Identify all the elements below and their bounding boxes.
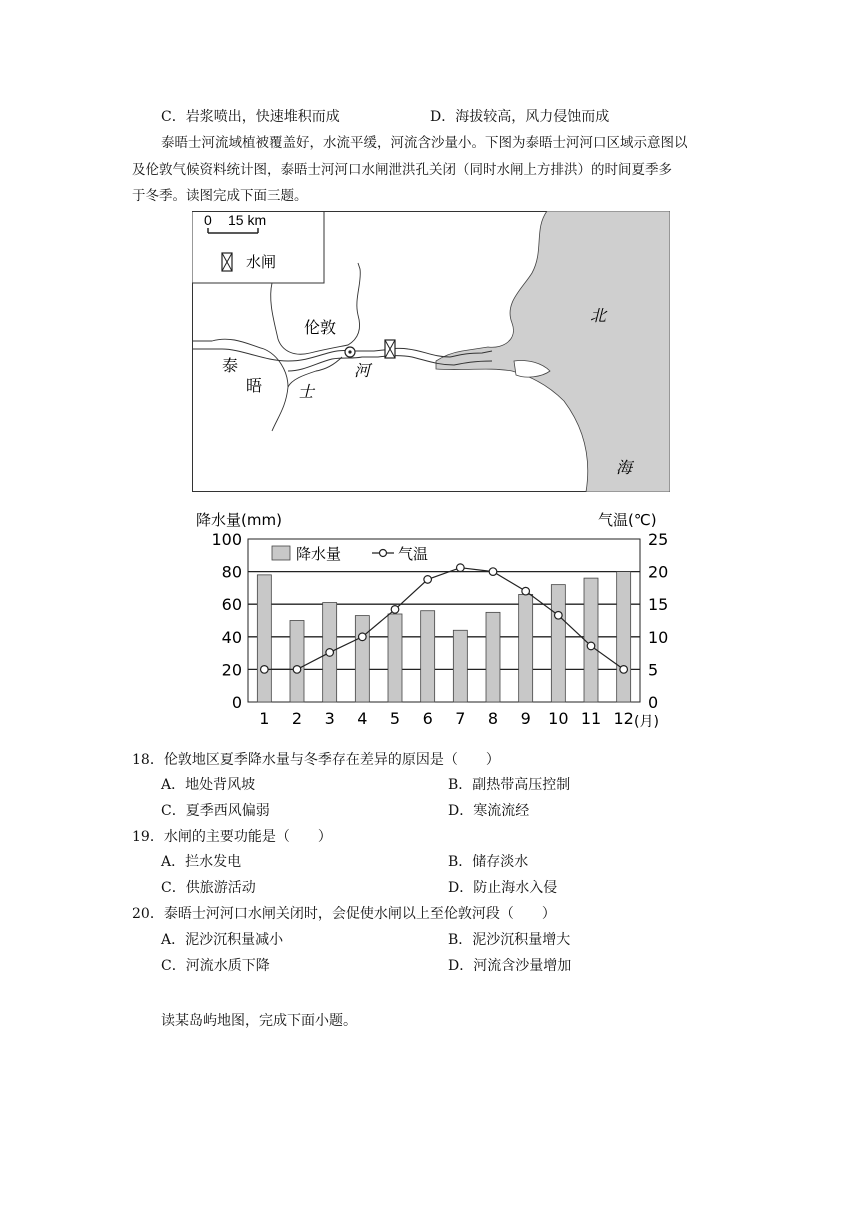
precip-bar	[290, 621, 304, 703]
y-tick-label: 80	[221, 562, 242, 582]
question-18-option-c: C．夏季西风偏弱	[161, 803, 270, 819]
y-tick-label: 40	[221, 627, 242, 647]
sluice-gate-legend-icon	[222, 253, 232, 271]
question-20-option-b: B．泥沙沉积量增大	[448, 932, 571, 948]
sea-char-1: 北	[590, 306, 607, 325]
chart-legend	[272, 545, 428, 563]
y-tick-label: 20	[221, 660, 242, 680]
y2-tick-label: 0	[648, 693, 659, 712]
legend-temp-label: 气温	[398, 545, 429, 563]
x-tick-label: 10	[548, 709, 569, 728]
question-18-option-a: A．地处背风坡	[161, 777, 256, 793]
y-tick-label: 100	[211, 530, 242, 549]
precip-bar	[388, 614, 402, 702]
question-19-option-c: C．供旅游活动	[161, 880, 256, 896]
temperature-point	[489, 568, 497, 576]
london-marker-icon	[345, 347, 355, 357]
intro-line-1: 泰晤士河流域植被覆盖好，水流平缓，河流含沙量小。下图为泰晤士河河口区域示意图以	[161, 135, 688, 151]
x-tick-label: 5	[389, 709, 401, 728]
temperature-point	[326, 649, 334, 657]
legend-bar-swatch	[272, 546, 290, 560]
precip-bar	[584, 578, 598, 702]
question-19-option-a: A．拦水发电	[161, 854, 242, 870]
y2-axis-label: 气温(℃)	[598, 511, 657, 529]
question-19-option-d: D．防止海水入侵	[448, 880, 558, 896]
temperature-point	[522, 587, 530, 595]
precip-bar	[617, 572, 631, 702]
question-19-stem: 19．水闸的主要功能是（ ）	[132, 829, 332, 845]
river-char-1: 泰	[222, 356, 239, 375]
x-tick-label: 9	[520, 709, 531, 728]
temperature-point	[555, 611, 563, 619]
y2-tick-label: 20	[648, 562, 669, 582]
question-20-option-c: C．河流水质下降	[161, 958, 270, 974]
temperature-point	[359, 633, 367, 641]
y2-tick-label: 25	[648, 530, 669, 549]
temperature-point	[261, 666, 269, 674]
x-tick-label: 6	[422, 709, 433, 728]
y2-tick-label: 15	[648, 595, 669, 615]
london-label: 伦敦	[304, 318, 337, 337]
y2-tick-label: 10	[648, 627, 669, 647]
river-char-3: 士	[298, 382, 315, 401]
temperature-point	[391, 606, 399, 614]
plot-frame	[248, 539, 640, 702]
thames-estuary-map	[192, 211, 670, 492]
y2-tick-label: 5	[648, 660, 659, 680]
precip-bar	[355, 616, 369, 702]
temperature-point	[587, 642, 595, 650]
temperature-point	[457, 564, 465, 572]
scale-distance-label: 15 km	[228, 212, 267, 228]
river-char-4: 河	[354, 361, 371, 380]
x-tick-label: 2	[291, 709, 303, 728]
intro-line-3: 于冬季。读图完成下面三题。	[132, 188, 308, 204]
y-tick-label: 60	[221, 595, 242, 615]
sea-char-2: 海	[616, 458, 633, 477]
x-unit-label: (月)	[634, 714, 659, 730]
legend-precip-label: 降水量	[296, 545, 342, 563]
x-tick-label: 7	[455, 709, 466, 728]
question-20-option-d: D．河流含沙量增加	[448, 958, 572, 974]
precip-bar	[421, 611, 435, 702]
intro-line-2: 及伦敦气候资料统计图，泰晤士河河口水闸泄洪孔关闭（同时水闸上方排洪）的时间夏季多	[132, 162, 672, 178]
question-20-stem: 20．泰晤士河河口水闸关闭时，会促使水闸以上至伦敦河段（ ）	[132, 906, 556, 922]
precip-bar	[519, 594, 533, 702]
prev-option-d: D．海拔较高，风力侵蚀而成	[430, 109, 610, 125]
precip-bar	[486, 612, 500, 702]
y-tick-label: 0	[231, 693, 242, 712]
precip-bar	[551, 585, 565, 702]
temperature-point	[293, 666, 301, 674]
x-tick-label: 4	[357, 709, 368, 728]
question-18-option-b: B．副热带高压控制	[448, 777, 571, 793]
question-18-option-d: D．寒流流经	[448, 803, 530, 819]
x-tick-label: 12	[613, 709, 634, 728]
question-19-option-b: B．储存淡水	[448, 854, 529, 870]
y-axis-label: 降水量(mm)	[196, 511, 282, 529]
x-tick-label: 8	[487, 709, 499, 728]
next-section-intro: 读某岛屿地图，完成下面小题。	[161, 1013, 357, 1029]
temperature-point	[424, 576, 432, 584]
temperature-point	[620, 666, 628, 674]
scale-zero-label: 0	[204, 212, 212, 228]
prev-option-c: C．岩浆喷出，快速堆积而成	[161, 109, 340, 125]
precip-bar	[257, 575, 271, 702]
question-18-stem: 18．伦敦地区夏季降水量与冬季存在差异的原因是（ ）	[132, 752, 500, 768]
legend-sluice-label: 水闸	[246, 253, 277, 271]
temperature-line	[264, 568, 623, 670]
question-20-option-a: A．泥沙沉积量减小	[161, 932, 284, 948]
x-tick-label: 11	[580, 709, 602, 728]
precip-bar	[453, 630, 467, 702]
river-char-2: 晤	[246, 376, 263, 395]
sluice-gate-icon	[385, 340, 395, 358]
london-climate-chart	[188, 506, 678, 736]
x-tick-label: 3	[324, 709, 335, 728]
x-tick-label: 1	[259, 709, 270, 728]
legend-line-marker	[380, 550, 387, 557]
